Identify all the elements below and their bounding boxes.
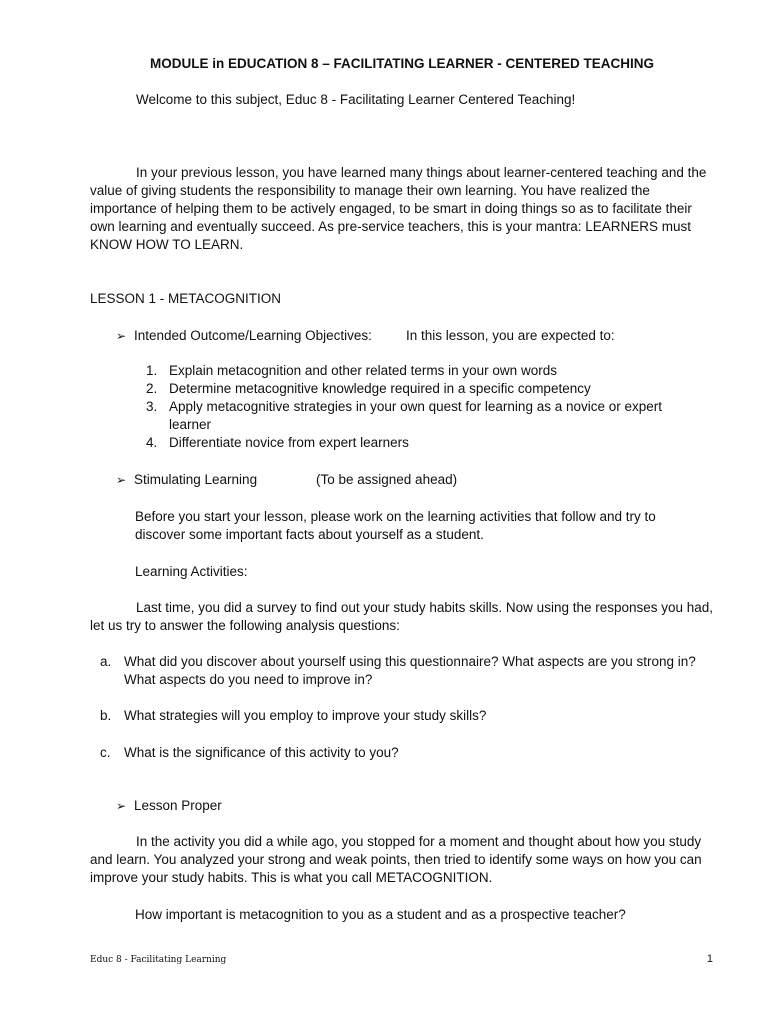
intro-paragraph: In your previous lesson, you have learned many things about learner-centered teaching and the value of giving students the responsibility to manage their own learning. You have realized the importance of helping them to be actively engaged, to be smart in doing things so as to facilitate their own learning and eventually succeed. As pre-service teachers, this is your mantra: LEARNERS must KNOW HOW TO LEARN. — [90, 165, 707, 252]
module-title: MODULE in EDUCATION 8 – FACILITATING LEARNER - CENTERED TEACHING — [149, 56, 654, 71]
outcomes-label: Intended Outcome/Learning Objectives: — [134, 328, 372, 343]
question-list-a — [100, 653, 720, 689]
list-item: 3. Apply metacognitive strategies in your own quest for learning as a novice or expert learner — [146, 399, 663, 432]
list-item: 4. Differentiate novice from expert learners — [146, 435, 409, 450]
question-list-b — [100, 707, 720, 725]
page-number: 1 — [706, 953, 713, 965]
arrow-bullet-icon: ➢ — [116, 329, 127, 343]
outcomes-bullet — [116, 327, 372, 345]
arrow-bullet-icon: ➢ — [116, 473, 127, 487]
arrow-bullet-icon: ➢ — [116, 799, 127, 813]
stimulating-label: Stimulating Learning — [134, 472, 258, 487]
last-time-paragraph: Last time, you did a survey to find out your study habits skills. Now using the responses you had, let us try to answer the following analysis questions: — [90, 600, 714, 633]
learning-activities-label: Learning Activities: — [135, 564, 248, 579]
lesson-proper-bullet — [116, 797, 222, 815]
list-item: a. What did you discover about yourself using this questionnaire? What aspects are you strong in? What aspects do you need to improve in? — [100, 654, 696, 687]
objectives-list — [146, 362, 706, 452]
stimulating-note: (To be assigned ahead) — [316, 472, 458, 487]
outcomes-intro: In this lesson, you are expected to: — [406, 328, 615, 343]
lesson-heading: LESSON 1 - METACOGNITION — [90, 291, 282, 306]
lesson-proper-label: Lesson Proper — [134, 798, 222, 813]
list-item: b. What strategies will you employ to improve your study skills? — [100, 708, 487, 723]
list-item: 1. Explain metacognition and other related terms in your own words — [146, 363, 557, 378]
question-paragraph: How important is metacognition to you as a student and as a prospective teacher? — [135, 907, 626, 922]
stimulating-bullet — [116, 471, 257, 489]
before-paragraph: Before you start your lesson, please work on the learning activities that follow and try to discover some important facts about yourself as a student. — [135, 509, 656, 542]
welcome-line: Welcome to this subject, Educ 8 - Facilitating Learner Centered Teaching! — [136, 92, 576, 107]
question-list-c — [100, 744, 720, 762]
list-item: c. What is the significance of this activity to you? — [100, 745, 399, 760]
list-item: 2. Determine metacognitive knowledge required in a specific competency — [146, 381, 591, 396]
footer-title: Educ 8 - Facilitating Learning — [90, 955, 227, 965]
activity-paragraph: In the activity you did a while ago, you stopped for a moment and thought about how you study and learn. You analyzed your strong and weak points, then tried to identify some ways on how you can improve your study habits. This is what you call METACOGNITION. — [90, 834, 702, 885]
